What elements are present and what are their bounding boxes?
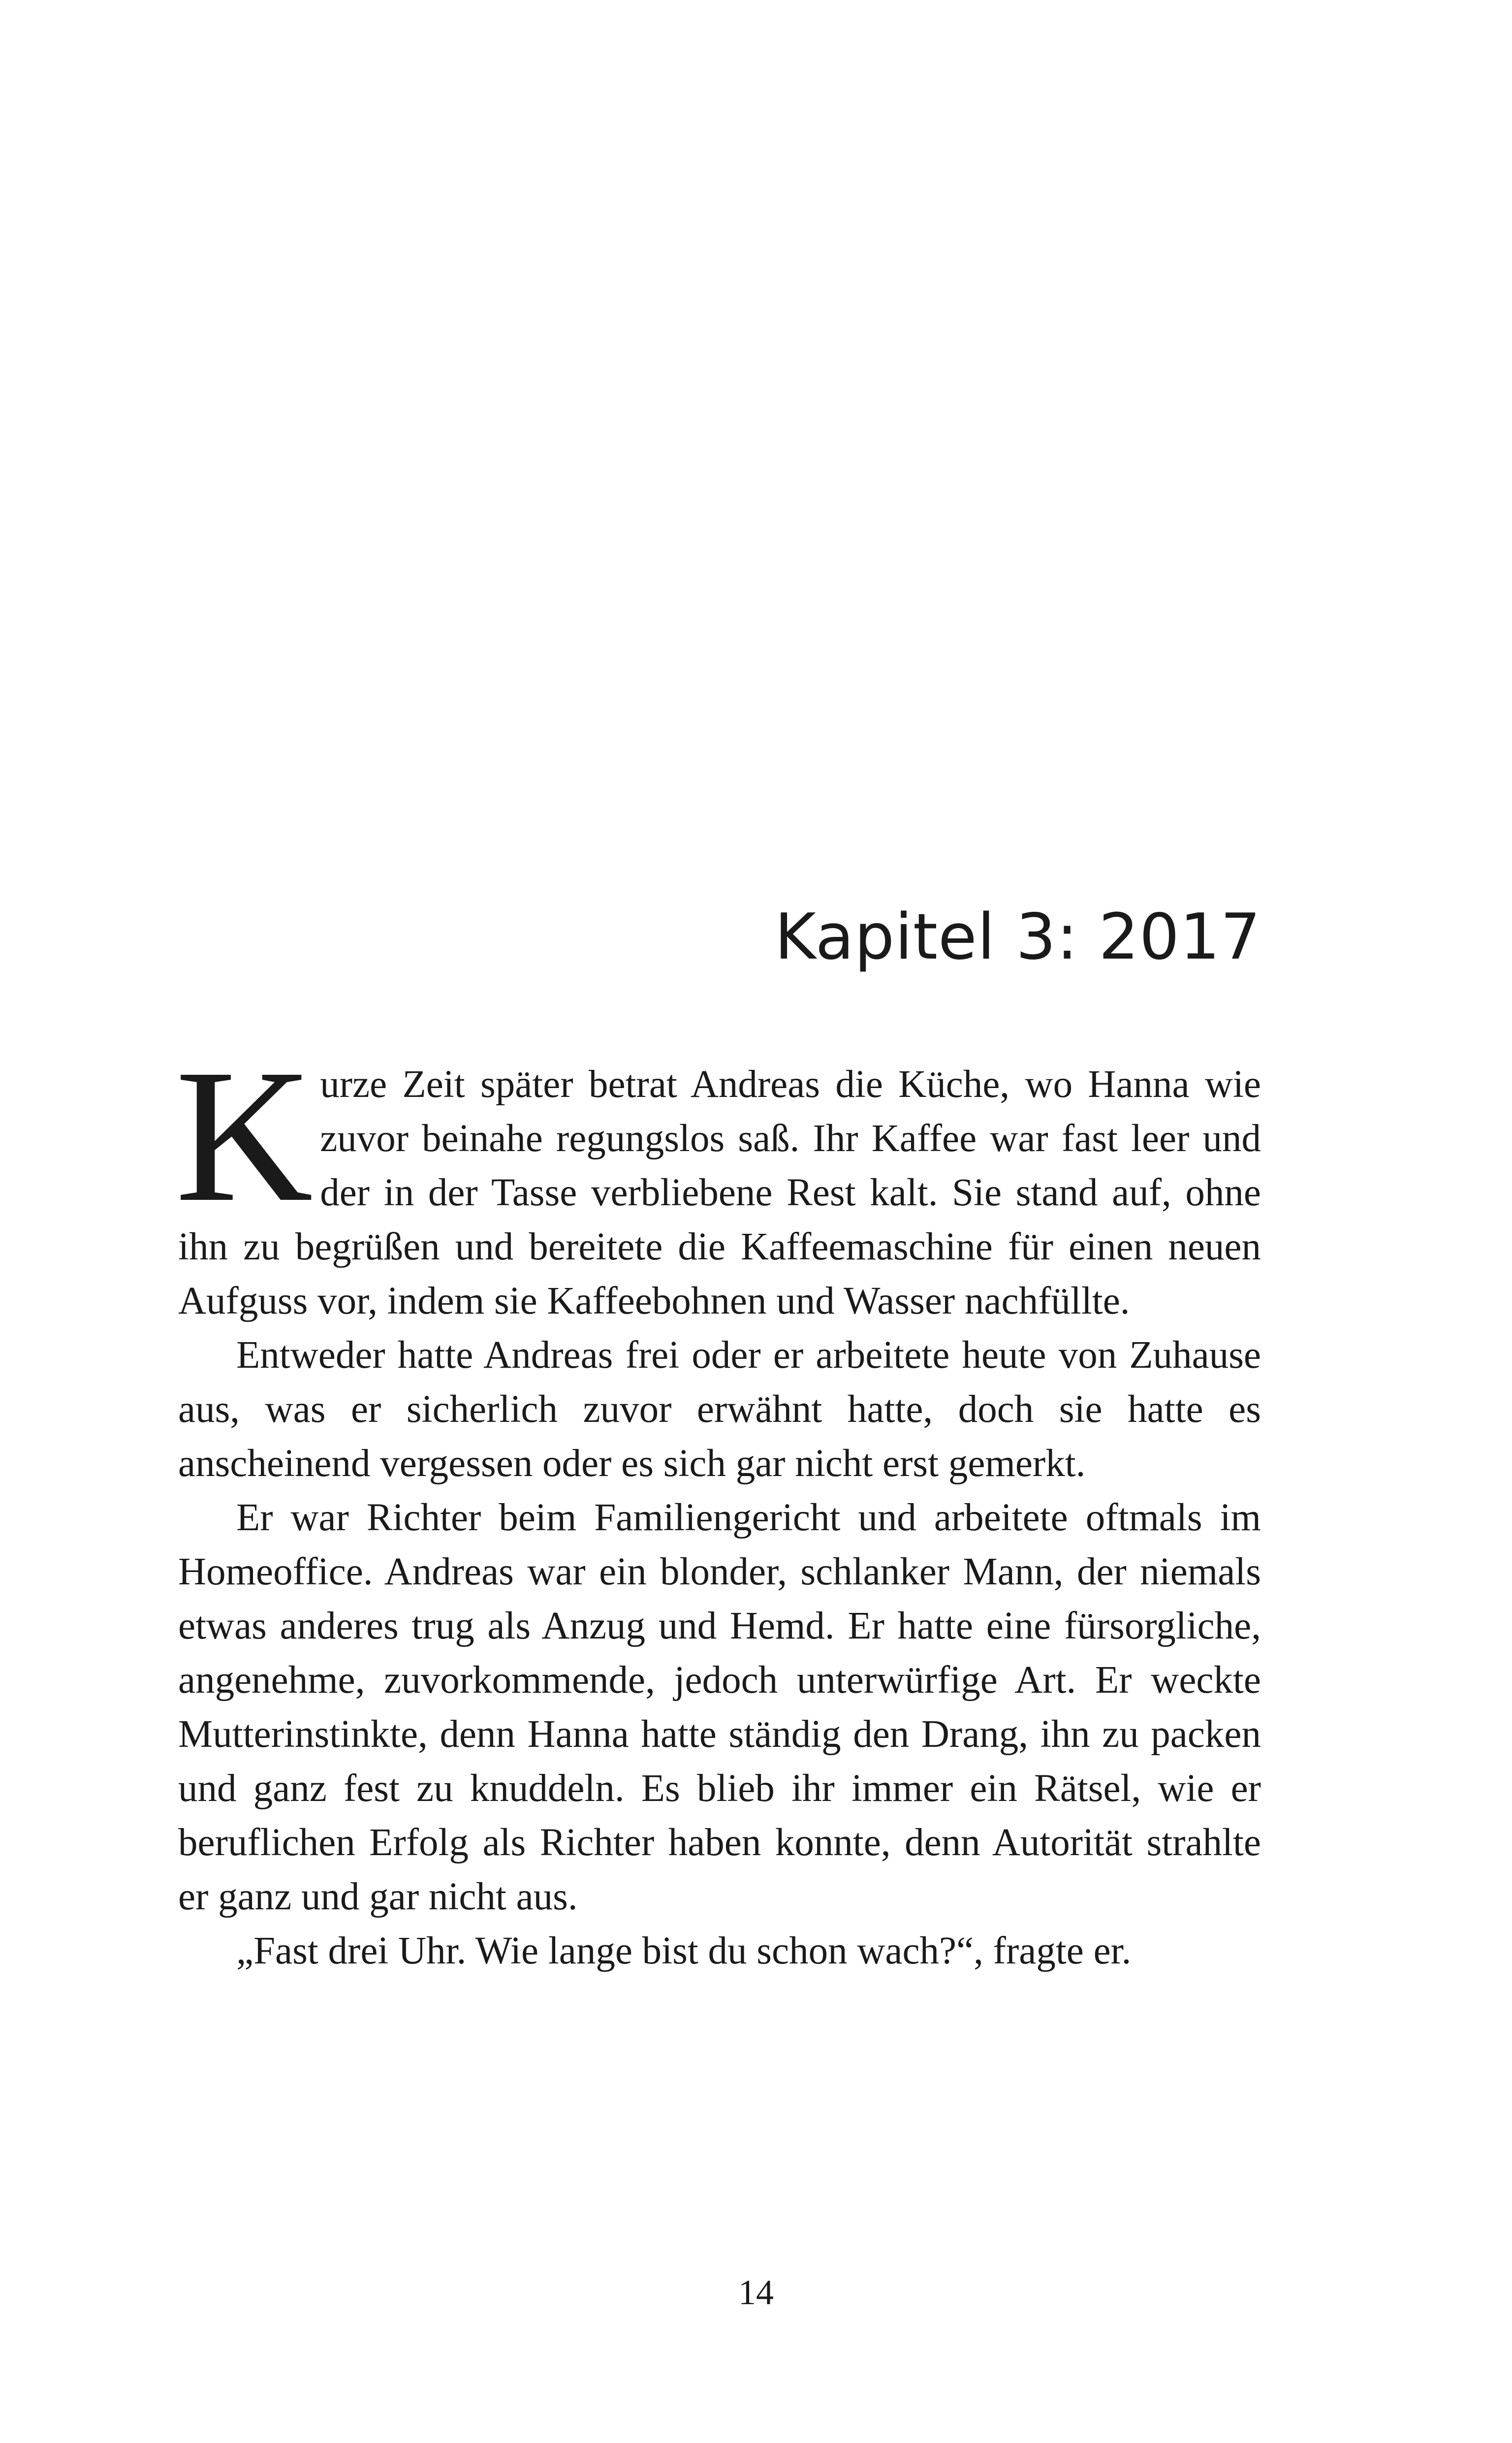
paragraph-1 (175, 1029, 1261, 1328)
paragraph-2: Entweder hatte Andreas frei oder er arbeitete heute von Zuhause aus, was er sicherlich zuvor erwähnt hatte, doch sie hatte es anscheinend vergessen oder es sich gar nicht erst gemerkt. (178, 1334, 1261, 1485)
paragraph-1-text: urze Zeit später betrat Andreas die Küche, wo Hanna wie zuvor beinahe regungslos saß. Ihr Kaffee war fast leer und der in der Tasse verbliebene Rest kalt. Sie stand auf, ohne ihn zu begrüßen und bereitete die Kaffeemaschine für einen neuen Aufguss vor, indem sie Kaffeebohnen und Wasser nachfüllte. (178, 1063, 1261, 1322)
paragraph-4: „Fast drei Uhr. Wie lange bist du schon wach?“, fragte er. (236, 1929, 1132, 1972)
chapter-title: Kapitel 3: 2017 (774, 900, 1261, 974)
page-number: 14 (738, 2273, 774, 2312)
drop-cap: K (175, 1029, 314, 1241)
chapter-body (175, 1029, 1261, 1978)
paragraph-3: Er war Richter beim Familiengericht und arbeitete oftmals im Homeoffice. Andreas war ein blonder, schlanker Mann, der niemals etwas anderes trug als Anzug und Hemd. Er hatte eine fürsorgliche, angenehme, zuvorkommende, jedoch unterwürfige Art. Er weckte Mutterinstinkte, denn Hanna hatte ständig den Drang, ihn zu packen und ganz fest zu knuddeln. Es blieb ihr immer ein Rätsel, wie er beruflichen Erfolg als Richter haben konnte, denn Autorität strahlte er ganz und gar nicht aus. (178, 1496, 1261, 1918)
